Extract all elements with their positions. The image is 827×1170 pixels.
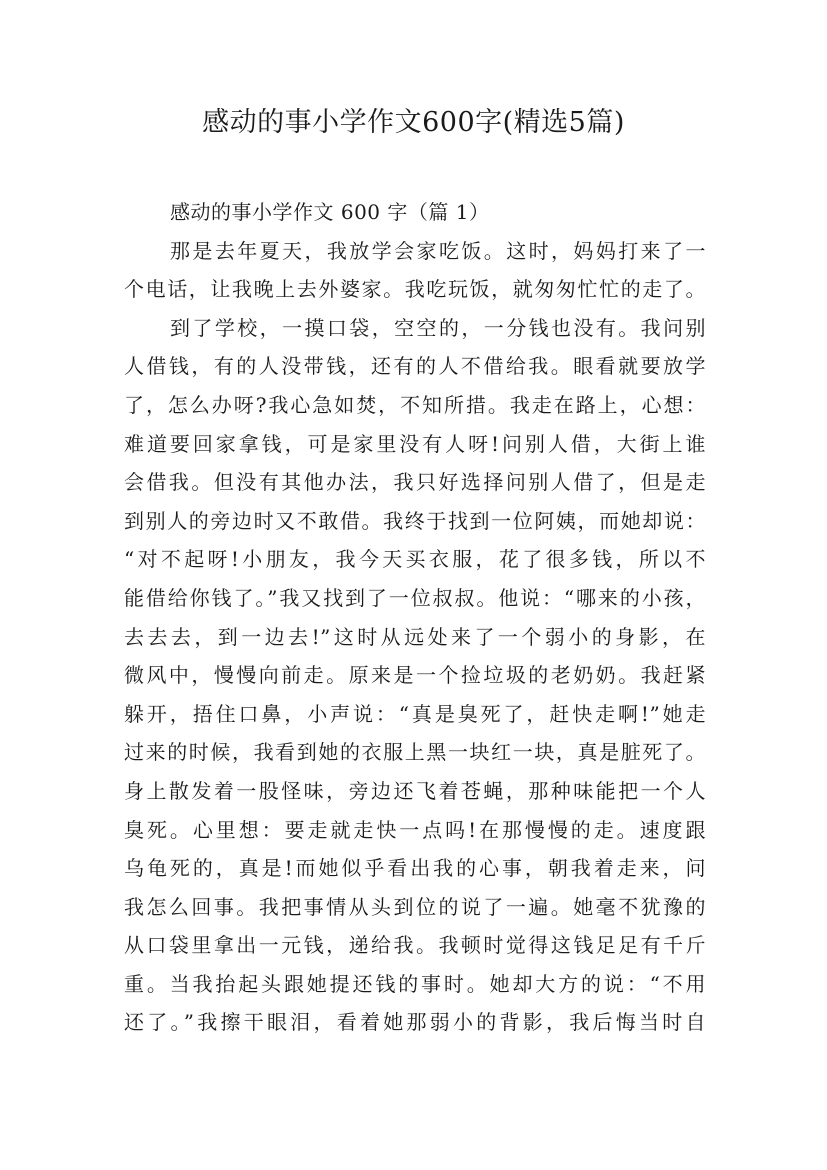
paragraph-line: 还了。”我擦干眼泪，看着她那弱小的背影，我后悔当时自 [124,1010,706,1035]
paragraph-line: 那是去年夏天，我放学会家吃饭。这时，妈妈打来了一 [170,238,706,263]
paragraph-line: 难道要回家拿钱，可是家里没有人呀!问别人借，大街上谁 [124,431,706,456]
paragraph-line: 躲开，捂住口鼻，小声说：“真是臭死了，赶快走啊!”她走 [124,701,706,726]
paragraph-line: 微风中，慢慢向前走。原来是一个捡垃圾的老奶奶。我赶紧 [124,663,706,688]
paragraph-line: 乌龟死的，真是!而她似乎看出我的心事，朝我着走来，问 [124,856,706,881]
paragraph-line: 臭死。心里想：要走就走快一点吗!在那慢慢的走。速度跟 [124,817,706,842]
paragraph-line: 了，怎么办呀?我心急如焚，不知所措。我走在路上，心想： [124,392,706,417]
paragraph-line: 过来的时候，我看到她的衣服上黑一块红一块，真是脏死了。 [124,740,706,765]
section-heading: 感动的事小学作文 600 字（篇 1） [170,200,490,224]
document-body [124,193,706,1042]
paragraph-line: 到别人的旁边时又不敢借。我终于找到一位阿姨，而她却说： [124,508,706,533]
paragraph-line: 重。当我抬起头跟她提还钱的事时。她却大方的说：“不用 [124,971,706,996]
paragraph-line: 从口袋里拿出一元钱，递给我。我顿时觉得这钱足足有千斤 [124,933,706,958]
paragraph-line: 去去去，到一边去!”这时从远处来了一个弱小的身影，在 [124,624,706,649]
paragraph-line: 会借我。但没有其他办法，我只好选择问别人借了，但是走 [124,470,706,495]
paragraph-line: “对不起呀!小朋友，我今天买衣服，花了很多钱，所以不 [124,547,706,572]
paragraph-line: 我怎么回事。我把事情从头到位的说了一遍。她毫不犹豫的 [124,894,706,919]
paragraph-line: 个电话，让我晚上去外婆家。我吃玩饭，就匆匆忙忙的走了。 [124,277,706,302]
paragraph-line: 到了学校，一摸口袋，空空的，一分钱也没有。我问别 [170,315,706,340]
paragraph-line: 身上散发着一股怪味，旁边还飞着苍蝇，那种味能把一个人 [124,778,706,803]
paragraph-line: 能借给你钱了。”我又找到了一位叔叔。他说：“哪来的小孩， [124,585,706,610]
document-title: 感动的事小学作文600字(精选5篇) [202,107,625,138]
paragraph-line: 人借钱，有的人没带钱，还有的人不借给我。眼看就要放学 [124,354,706,379]
